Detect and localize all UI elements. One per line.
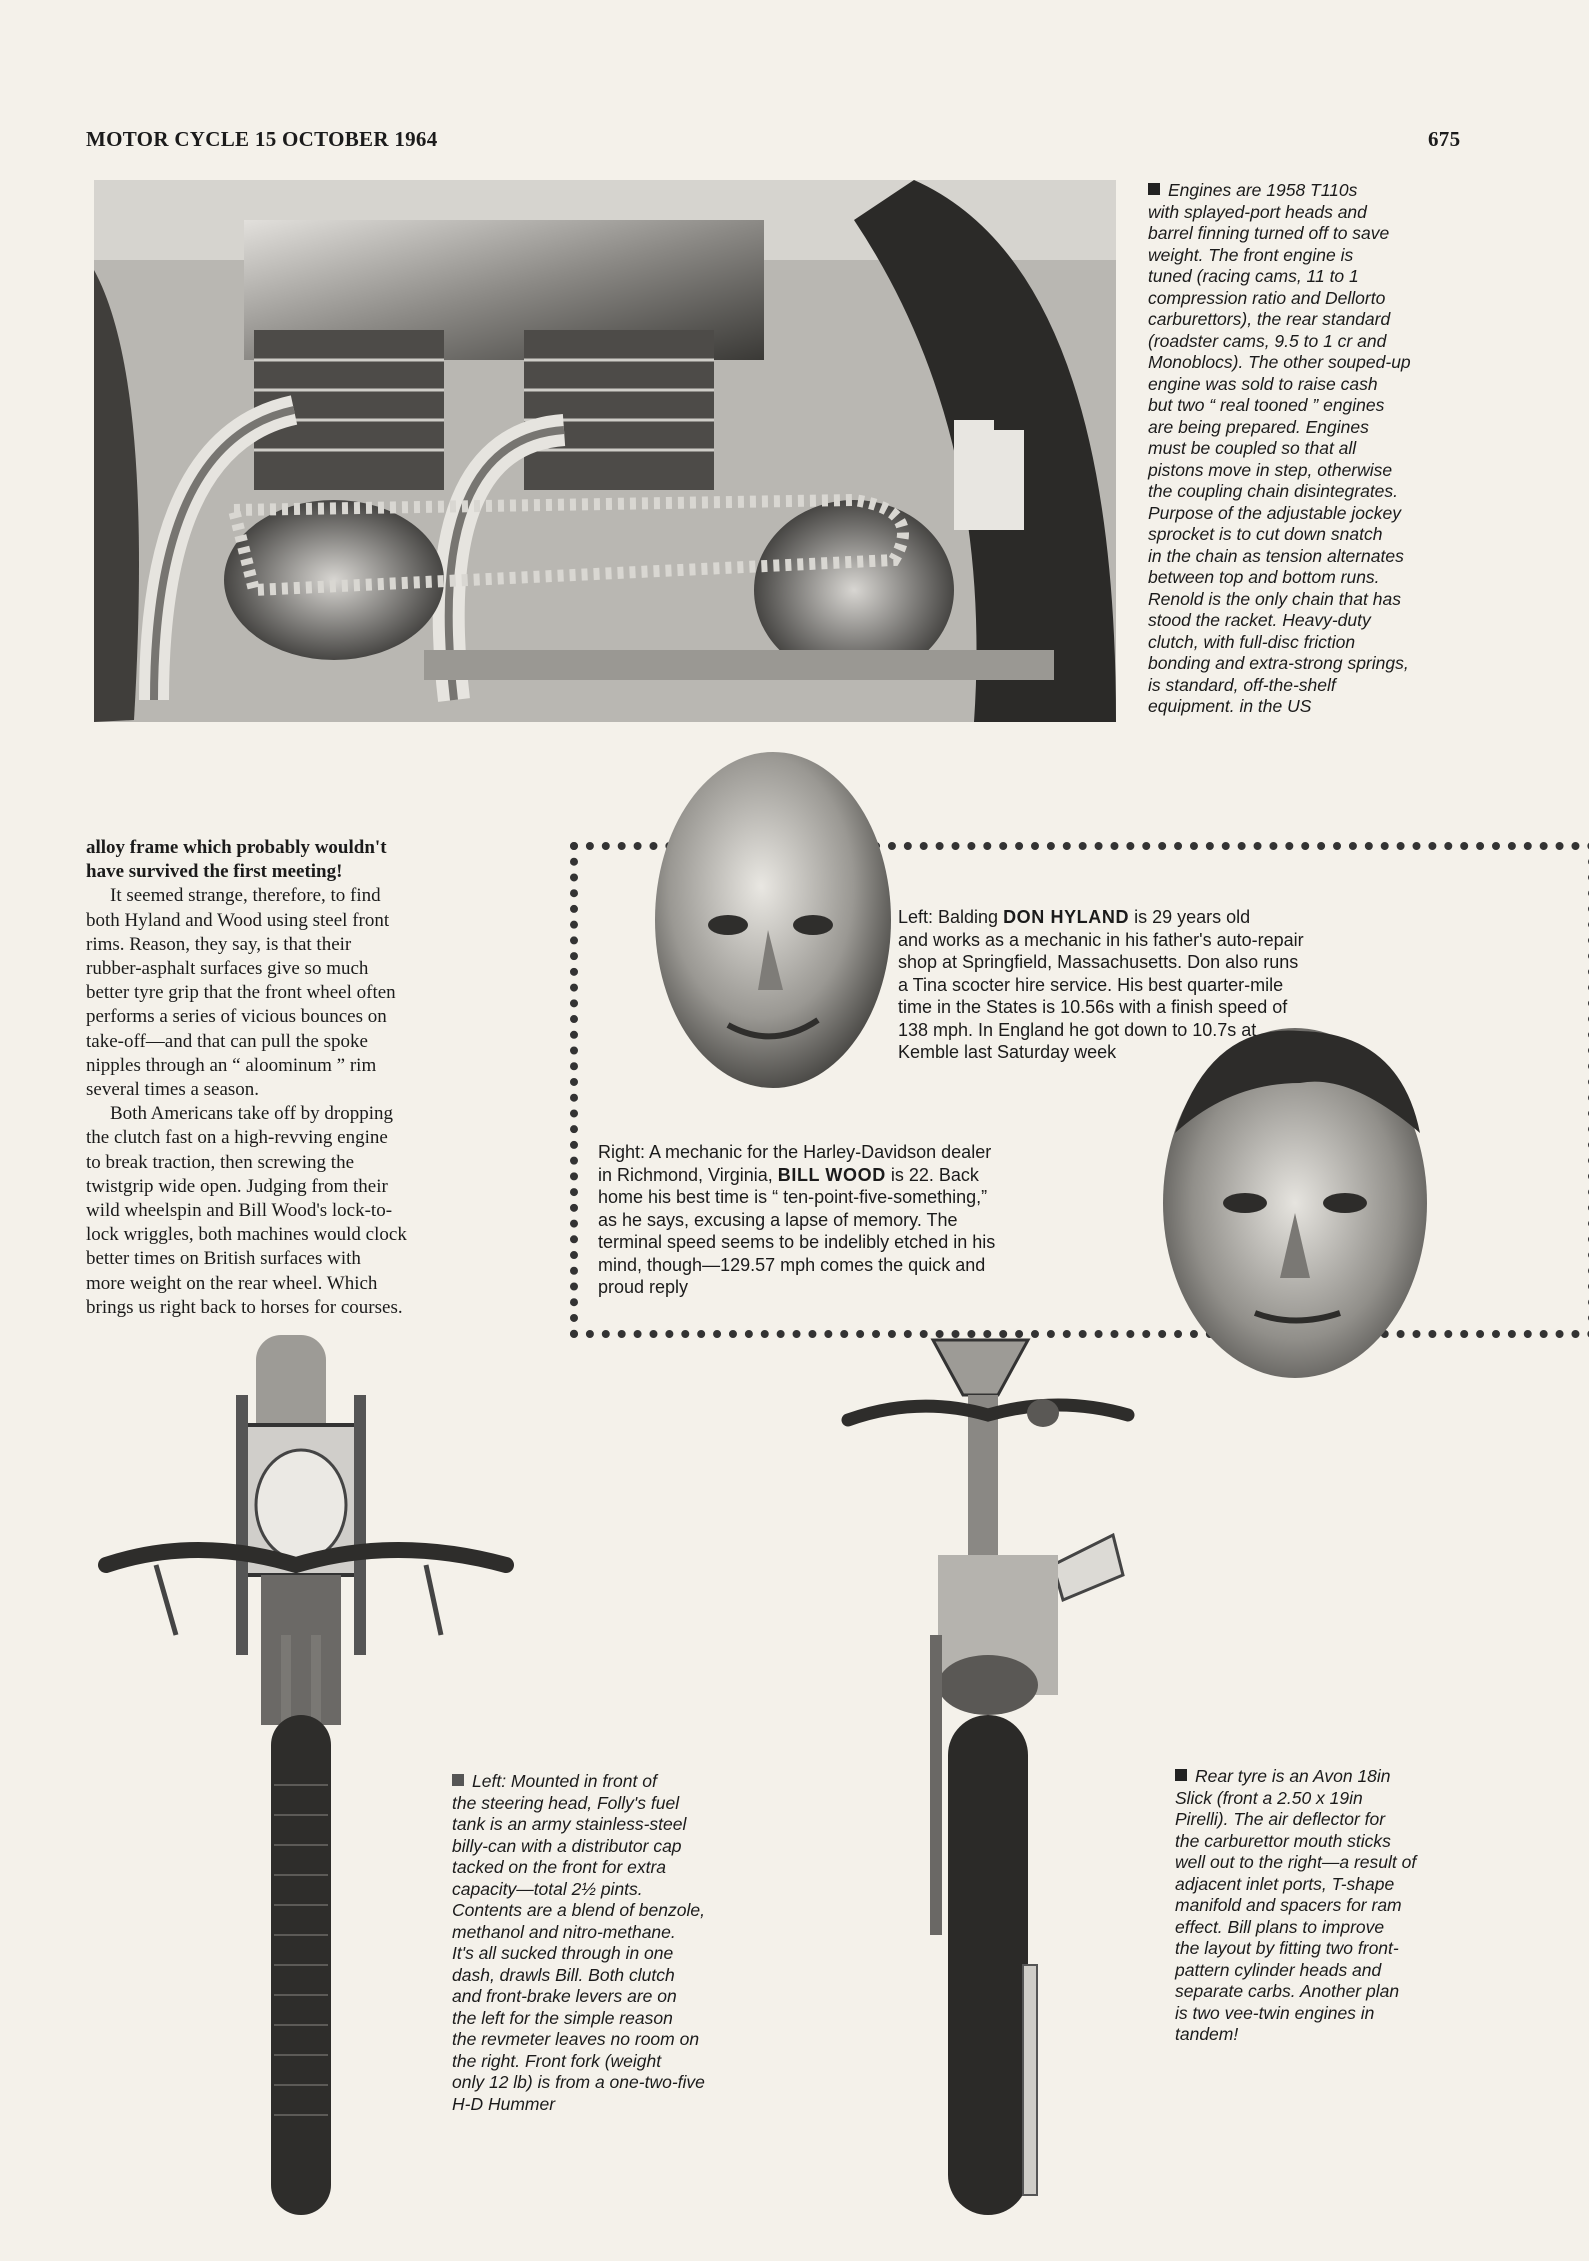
caption-line: engine was sold to raise cash	[1148, 373, 1378, 394]
engine-caption	[1148, 180, 1478, 718]
don-hyland-caption	[898, 906, 1518, 1064]
caption-line: Renold is the only chain that has	[1148, 588, 1401, 609]
caption-line: Contents are a blend of benzole,	[452, 1900, 705, 1920]
caption-line: terminal speed seems to be indelibly etched in his	[598, 1232, 996, 1252]
bill-wood-caption	[598, 1141, 1138, 1299]
caption-line: mind, though—129.57 mph comes the quick and	[598, 1254, 986, 1275]
caption-line: between top and bottom runs.	[1148, 567, 1380, 587]
caption-line: Monoblocs). The other souped-up	[1148, 352, 1411, 372]
caption-line: barrel finning turned off to save	[1148, 223, 1390, 243]
article-lead	[86, 836, 512, 884]
text-line: lock wriggles, both machines would clock	[86, 1224, 407, 1246]
text-line: wild wheelspin and Bill Wood's lock-to-	[86, 1200, 393, 1222]
engine-photo	[94, 180, 1116, 722]
running-header: MOTOR CYCLE 15 OCTOBER 1964	[86, 127, 438, 151]
text-line: to break traction, then screwing the	[86, 1151, 355, 1173]
caption-line: with splayed-port heads and	[1148, 201, 1367, 222]
caption-line: It's all sucked through in one	[452, 1943, 674, 1963]
caption-line: tank is an army stainless-steel	[452, 1814, 687, 1834]
caption-line: methanol and nitro-methane.	[452, 1921, 676, 1942]
text-line: have survived the first meeting!	[86, 861, 343, 883]
text-line: take-off—and that can pull the spoke	[86, 1030, 368, 1052]
caption-line: the revmeter leaves no room on	[452, 2029, 700, 2049]
caption-line: a Tina scocter hire service. His best quarter-mile	[898, 974, 1284, 995]
caption-line: is standard, off-the-shelf	[1148, 674, 1336, 695]
engine-photo-illustration	[94, 180, 1116, 722]
caption-line: is two vee-twin engines in	[1175, 2002, 1375, 2023]
caption-line: separate carbs. Another plan	[1175, 1981, 1400, 2001]
caption-line: Kemble last Saturday week	[898, 1042, 1117, 1062]
caption-line: Pirelli). The air deflector for	[1175, 1809, 1386, 1829]
caption-line: bonding and extra-strong springs,	[1148, 653, 1409, 673]
text-line: better tyre grip that the front wheel often	[86, 982, 396, 1004]
caption-line: manifold and spacers for ram	[1175, 1895, 1402, 1915]
text-line: rubber-asphalt surfaces give so much	[86, 958, 369, 980]
bullet-icon	[1175, 1769, 1187, 1781]
text-line: nipples through an “ aloominum ” rim	[86, 1054, 377, 1076]
caption-line: tuned (racing cams, 11 to 1	[1148, 266, 1359, 286]
text-line: the clutch fast on a high-revving engine	[86, 1127, 388, 1149]
caption-line: proud reply	[598, 1277, 689, 1297]
caption-line: Right: A mechanic for the Harley-Davidson dealer	[598, 1142, 992, 1162]
caption-line: clutch, with full-disc friction	[1148, 631, 1356, 652]
text-line: twistgrip wide open. Judging from their	[86, 1175, 388, 1197]
caption-line: in the chain as tension alternates	[1148, 545, 1404, 566]
rear-tyre-caption	[1175, 1766, 1505, 2046]
text-line: better times on British surfaces with	[86, 1248, 361, 1270]
caption-line: the layout by fitting two front-	[1175, 1938, 1399, 1958]
portrait-bill-wood	[1150, 1013, 1440, 1383]
text-line: both Hyland and Wood using steel front	[86, 909, 390, 931]
folly-caption	[452, 1771, 782, 2115]
caption-line: but two “ real tooned ” engines	[1148, 395, 1385, 415]
caption-line: shop at Springfield, Massachusetts. Don also runs	[898, 952, 1299, 972]
text-line: brings us right back to horses for courses.	[86, 1296, 403, 1318]
bullet-icon	[1148, 183, 1160, 195]
caption-line: tacked on the front for extra	[452, 1857, 667, 1877]
caption-line: and front-brake levers are on	[452, 1986, 677, 2006]
text-line: Both Americans take off by dropping	[110, 1103, 394, 1125]
caption-line: Engines are 1958 T110s	[1148, 180, 1478, 202]
caption-line: pistons move in step, otherwise	[1148, 459, 1393, 480]
caption-line: as he says, excusing a lapse of memory. The	[598, 1209, 958, 1230]
text-line: It seemed strange, therefore, to find	[110, 885, 381, 907]
caption-line: dash, drawls Bill. Both clutch	[452, 1964, 675, 1985]
bill-wood-face	[1150, 1013, 1440, 1383]
caption-line: the coupling chain disintegrates.	[1148, 481, 1399, 501]
caption-line: Left: Balding DON HYLAND is 29 years old	[898, 907, 1251, 927]
caption-line: the left for the simple reason	[452, 2007, 673, 2028]
caption-line: pattern cylinder heads and	[1175, 1959, 1382, 1980]
caption-line: Left: Mounted in front of	[452, 1771, 782, 1793]
text-line: alloy frame which probably wouldn't	[86, 837, 387, 858]
caption-line: effect. Bill plans to improve	[1175, 1916, 1385, 1937]
caption-line: time in the States is 10.56s with a finish speed of	[898, 997, 1288, 1017]
caption-line: home his best time is “ ten-point-five-something,”	[598, 1187, 988, 1207]
caption-line: the carburettor mouth sticks	[1175, 1830, 1391, 1851]
caption-line: the right. Front fork (weight	[452, 2050, 662, 2071]
article-paragraph-2	[86, 884, 512, 1102]
bullet-icon	[452, 1774, 464, 1786]
caption-line: Rear tyre is an Avon 18in	[1175, 1766, 1505, 1788]
motorcycle-rear-illustration	[838, 1335, 1168, 2235]
caption-line: must be coupled so that all	[1148, 438, 1357, 458]
caption-line: 138 mph. In England he got down to 10.7s at	[898, 1019, 1257, 1040]
caption-line: sprocket is to cut down snatch	[1148, 524, 1383, 544]
text-line: several times a season.	[86, 1079, 260, 1101]
caption-line: only 12 lb) is from a one-two-five	[452, 2072, 705, 2092]
person-name: BILL WOOD	[777, 1164, 886, 1185]
page-number: 675	[1428, 127, 1461, 151]
caption-line: weight. The front engine is	[1148, 244, 1354, 265]
caption-line: billy-can with a distributor cap	[452, 1835, 682, 1856]
caption-line: well out to the right—a result of	[1175, 1852, 1417, 1872]
caption-line: Purpose of the adjustable jockey	[1148, 502, 1401, 523]
caption-line: and works as a mechanic in his father's auto-repair	[898, 929, 1304, 950]
caption-line: adjacent inlet ports, T-shape	[1175, 1873, 1395, 1894]
text-line: more weight on the rear wheel. Which	[86, 1272, 378, 1294]
caption-line: Slick (front a 2.50 x 19in	[1175, 1787, 1363, 1808]
caption-line: (roadster cams, 9.5 to 1 cr and	[1148, 330, 1387, 351]
article-paragraph-3	[86, 1102, 512, 1320]
text-line: rims. Reason, they say, is that their	[86, 933, 352, 955]
rear-view-motorcycle-photo	[838, 1335, 1168, 2235]
caption-line: in Richmond, Virginia, BILL WOOD is 22. Back	[598, 1164, 979, 1185]
person-name: DON HYLAND	[1003, 907, 1130, 927]
caption-line: stood the racket. Heavy-duty	[1148, 610, 1371, 630]
caption-line: the steering head, Folly's fuel	[452, 1792, 680, 1813]
caption-line: tandem!	[1175, 2024, 1239, 2044]
caption-line: carburettors), the rear standard	[1148, 309, 1391, 329]
portrait-don-hyland	[648, 750, 898, 1095]
caption-line: capacity—total 2½ pints.	[452, 1878, 643, 1899]
caption-line: H-D Hummer	[452, 2093, 556, 2114]
article-body	[86, 836, 512, 1320]
don-hyland-face	[648, 750, 898, 1095]
text-line: performs a series of vicious bounces on	[86, 1006, 387, 1028]
caption-line: are being prepared. Engines	[1148, 416, 1369, 437]
caption-line: equipment. in the US	[1148, 696, 1312, 716]
caption-line: compression ratio and Dellorto	[1148, 287, 1386, 308]
